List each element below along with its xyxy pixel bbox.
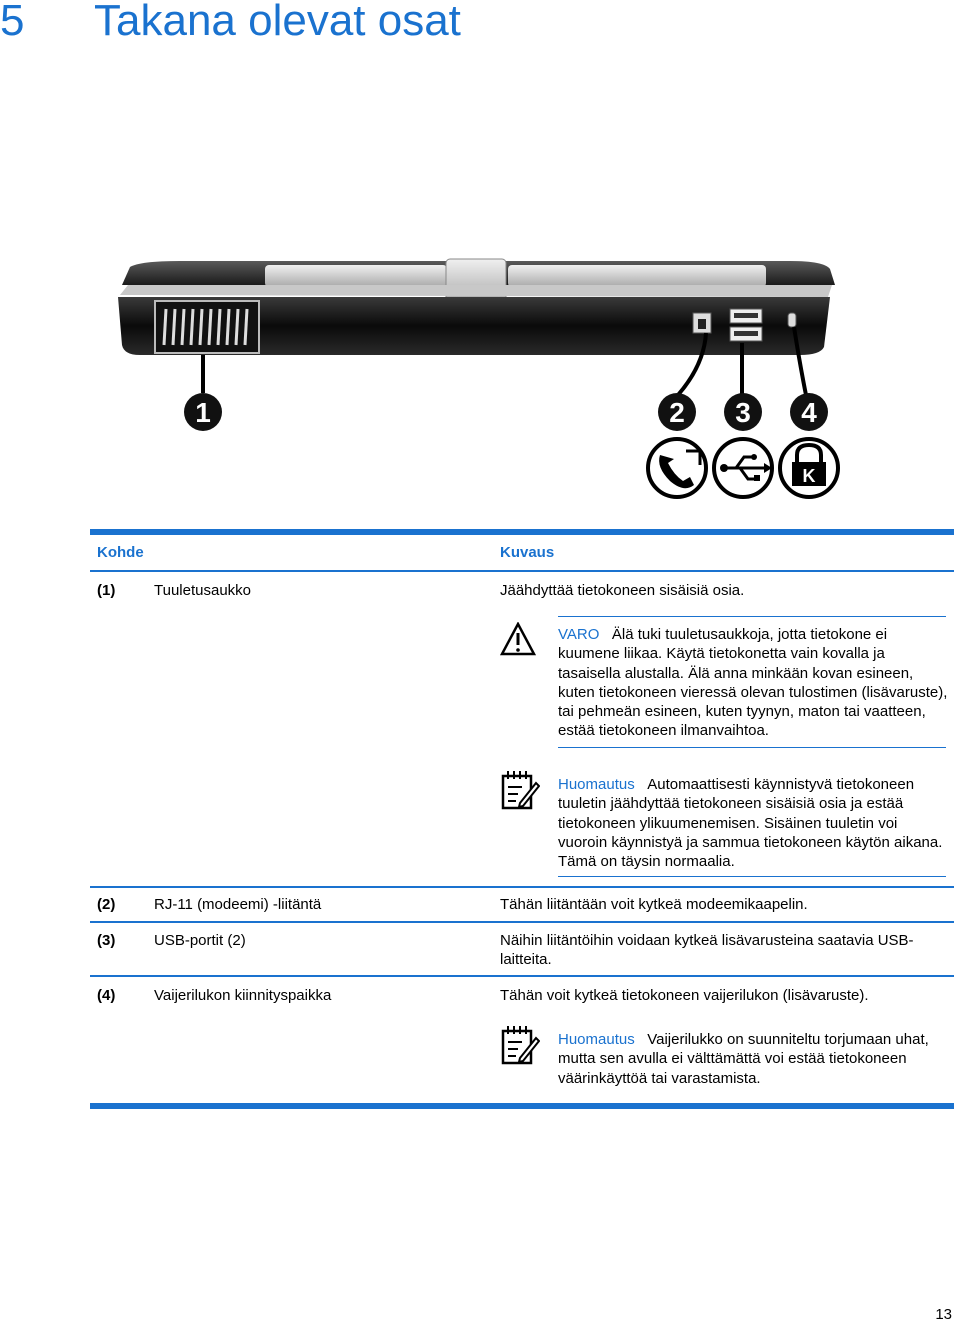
- note-1-label: Huomautus: [558, 776, 635, 793]
- header-description: Kuvaus: [500, 544, 555, 561]
- row-3-bottom-rule: [90, 975, 954, 977]
- note-2-label: Huomautus: [558, 1031, 635, 1048]
- table-bottom-rule: [90, 1103, 954, 1109]
- note-1-text: [558, 775, 948, 871]
- svg-text:2: 2: [669, 397, 685, 428]
- note-pencil-icon: [500, 769, 540, 811]
- svg-text:K: K: [802, 466, 816, 486]
- note-2-body: Vaijerilukko on suunniteltu torjumaan uhat, mutta sen avulla ei välttämättä voi estää tietokoneen väärinkäyttöä tai varastamista.: [558, 1031, 929, 1087]
- row-3-description: Näihin liitäntöihin voidaan kytkeä lisävarusteina saatavia USB-laitteita.: [500, 932, 914, 968]
- svg-text:4: 4: [801, 397, 817, 428]
- callout-1: [184, 393, 222, 431]
- note-box-2: [500, 1022, 946, 1092]
- page-number: 13: [935, 1306, 952, 1323]
- usb-icon: [714, 439, 772, 497]
- header-component: Kohde: [97, 544, 144, 561]
- note-pencil-icon: [500, 1024, 540, 1066]
- row-1-description: Jäähdyttää tietokoneen sisäisiä osia.: [500, 582, 745, 599]
- caution-bottom-rule: [558, 747, 946, 748]
- note-1-body: Automaattisesti käynnistyvä tietokoneen tuuletin jäähdyttää tietokoneen sisäisiä osia ja estää tietokoneen ylikuumenemisen. Sisäinen tuuletin voi vuoroin käynnistyä ja sammua tietokoneen käytön aikana. Tämä on täysin normaalia.: [558, 776, 943, 871]
- caution-box: [500, 616, 946, 750]
- row-3-number: (3): [97, 932, 116, 949]
- row-4-description: Tähän voit kytkeä tietokoneen vaijerilukon (lisävaruste).: [500, 987, 869, 1004]
- caution-label: VARO: [558, 626, 600, 643]
- note-2-text: [558, 1030, 948, 1088]
- row-4-number: (4): [97, 987, 116, 1004]
- warning-triangle-icon: [500, 622, 536, 656]
- modem-phone-icon: [648, 439, 706, 497]
- chapter-title: [0, 0, 461, 46]
- note-box-1: [500, 767, 946, 881]
- callout-4: [790, 393, 828, 431]
- row-2-description: Tähän liitäntään voit kytkeä modeemikaapelin.: [500, 896, 808, 913]
- table-top-rule: [90, 529, 954, 535]
- row-2-number: (2): [97, 896, 116, 913]
- row-1-bottom-rule: [90, 886, 954, 888]
- row-2-bottom-rule: [90, 921, 954, 923]
- chapter-number: 5: [0, 0, 25, 45]
- callout-3: [724, 393, 762, 431]
- caution-body: Älä tuki tuuletusaukkoja, jotta tietokone ei kuumene liikaa. Käytä tietokonetta vain kovalla ja tasaisella alustalla. Älä anna minkään kovan esineen, kuten tietokoneen vieressä olevan tulostimen (lisävaruste), tai pehmeän esineen, kuten tyynyn, maton tai vaatteen, estää tietokoneen ilmanvaihtoa.: [558, 626, 948, 740]
- laptop-rear-view-illustration: [100, 255, 860, 510]
- svg-text:3: 3: [735, 397, 751, 428]
- row-2-name: RJ-11 (modeemi) -liitäntä: [154, 896, 322, 913]
- svg-text:1: 1: [195, 397, 211, 428]
- callout-2: [658, 393, 696, 431]
- table-header-rule: [90, 570, 954, 572]
- row-1-number: (1): [97, 582, 116, 599]
- security-lock-icon: [780, 439, 838, 497]
- caution-top-rule: [558, 616, 946, 617]
- row-3-name: USB-portit (2): [154, 932, 246, 949]
- row-1-name: Tuuletusaukko: [154, 582, 252, 599]
- chapter-title-text: Takana olevat osat: [94, 0, 461, 45]
- row-4-name: Vaijerilukon kiinnityspaikka: [154, 987, 332, 1004]
- caution-text: [558, 625, 948, 741]
- note-1-bottom-rule: [558, 876, 946, 877]
